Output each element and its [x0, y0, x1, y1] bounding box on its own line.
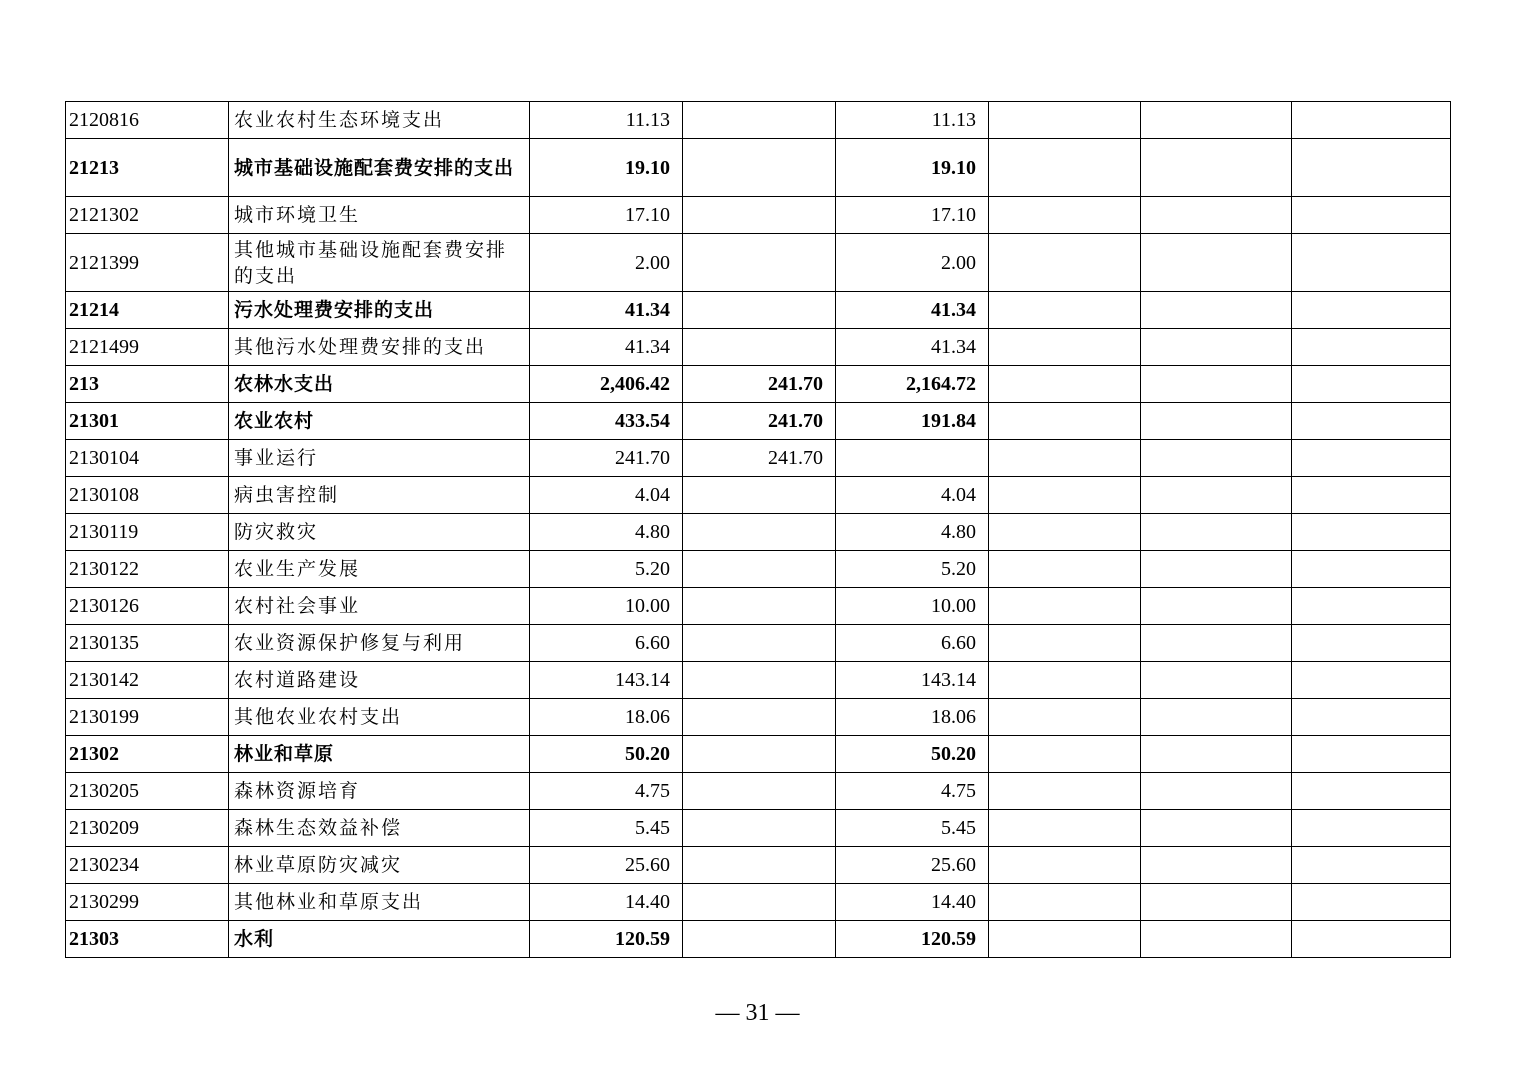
table-row — [66, 773, 1451, 810]
empty-cell — [1292, 921, 1451, 958]
empty-cell — [989, 102, 1141, 139]
total-amount-cell: 120.59 — [530, 921, 683, 958]
project-expense-cell — [836, 440, 989, 477]
account-name-cell: 其他农业农村支出 — [229, 699, 530, 736]
empty-cell — [1292, 810, 1451, 847]
empty-cell — [1292, 197, 1451, 234]
basic-expense-cell — [683, 197, 836, 234]
project-expense-cell: 19.10 — [836, 139, 989, 197]
account-name-cell: 农业农村生态环境支出 — [229, 102, 530, 139]
empty-cell — [1141, 514, 1292, 551]
total-amount-cell: 11.13 — [530, 102, 683, 139]
basic-expense-cell — [683, 292, 836, 329]
table-row — [66, 477, 1451, 514]
basic-expense-cell — [683, 810, 836, 847]
account-code-cell: 2130126 — [66, 588, 229, 625]
account-code-cell: 21303 — [66, 921, 229, 958]
account-code-cell: 21213 — [66, 139, 229, 197]
empty-cell — [1292, 292, 1451, 329]
empty-cell — [1292, 625, 1451, 662]
empty-cell — [989, 736, 1141, 773]
total-amount-cell: 5.45 — [530, 810, 683, 847]
empty-cell — [989, 773, 1141, 810]
account-name-cell: 农村社会事业 — [229, 588, 530, 625]
project-expense-cell: 143.14 — [836, 662, 989, 699]
empty-cell — [989, 197, 1141, 234]
project-expense-cell: 25.60 — [836, 847, 989, 884]
account-code-cell: 2130108 — [66, 477, 229, 514]
table-row — [66, 625, 1451, 662]
project-expense-cell: 4.04 — [836, 477, 989, 514]
table-row — [66, 440, 1451, 477]
empty-cell — [1141, 625, 1292, 662]
account-name-cell: 农村道路建设 — [229, 662, 530, 699]
basic-expense-cell — [683, 139, 836, 197]
empty-cell — [1141, 662, 1292, 699]
project-expense-cell: 18.06 — [836, 699, 989, 736]
basic-expense-cell: 241.70 — [683, 440, 836, 477]
project-expense-cell: 6.60 — [836, 625, 989, 662]
account-code-cell: 2130142 — [66, 662, 229, 699]
total-amount-cell: 2,406.42 — [530, 366, 683, 403]
table-row — [66, 884, 1451, 921]
account-name-cell: 城市环境卫生 — [229, 197, 530, 234]
account-code-cell: 2130135 — [66, 625, 229, 662]
empty-cell — [1292, 551, 1451, 588]
empty-cell — [1292, 884, 1451, 921]
table-row — [66, 847, 1451, 884]
account-code-cell: 213 — [66, 366, 229, 403]
project-expense-cell: 120.59 — [836, 921, 989, 958]
empty-cell — [989, 366, 1141, 403]
account-name-cell: 水利 — [229, 921, 530, 958]
empty-cell — [989, 292, 1141, 329]
table-body — [66, 102, 1451, 958]
empty-cell — [1141, 102, 1292, 139]
account-name-cell: 事业运行 — [229, 440, 530, 477]
empty-cell — [1292, 847, 1451, 884]
project-expense-cell: 2,164.72 — [836, 366, 989, 403]
account-name-cell: 农业农村 — [229, 403, 530, 440]
account-name-cell: 农业资源保护修复与利用 — [229, 625, 530, 662]
table-row — [66, 197, 1451, 234]
total-amount-cell: 241.70 — [530, 440, 683, 477]
empty-cell — [1292, 403, 1451, 440]
basic-expense-cell — [683, 588, 836, 625]
table-row — [66, 329, 1451, 366]
account-code-cell: 2130234 — [66, 847, 229, 884]
project-expense-cell: 41.34 — [836, 292, 989, 329]
account-name-cell: 森林资源培育 — [229, 773, 530, 810]
total-amount-cell: 4.80 — [530, 514, 683, 551]
account-code-cell: 2130122 — [66, 551, 229, 588]
total-amount-cell: 5.20 — [530, 551, 683, 588]
account-code-cell: 2130199 — [66, 699, 229, 736]
empty-cell — [1141, 139, 1292, 197]
empty-cell — [989, 699, 1141, 736]
account-code-cell: 2121302 — [66, 197, 229, 234]
account-name-cell: 其他林业和草原支出 — [229, 884, 530, 921]
basic-expense-cell — [683, 773, 836, 810]
empty-cell — [1141, 699, 1292, 736]
empty-cell — [1292, 699, 1451, 736]
empty-cell — [1292, 366, 1451, 403]
total-amount-cell: 6.60 — [530, 625, 683, 662]
table-row — [66, 139, 1451, 197]
account-code-cell: 21214 — [66, 292, 229, 329]
basic-expense-cell: 241.70 — [683, 403, 836, 440]
project-expense-cell: 191.84 — [836, 403, 989, 440]
empty-cell — [989, 921, 1141, 958]
empty-cell — [1292, 102, 1451, 139]
empty-cell — [1292, 736, 1451, 773]
empty-cell — [989, 329, 1141, 366]
table-row — [66, 366, 1451, 403]
table-row — [66, 699, 1451, 736]
account-code-cell: 2130119 — [66, 514, 229, 551]
basic-expense-cell — [683, 477, 836, 514]
empty-cell — [989, 440, 1141, 477]
account-name-cell: 农业生产发展 — [229, 551, 530, 588]
project-expense-cell: 11.13 — [836, 102, 989, 139]
empty-cell — [1292, 234, 1451, 292]
empty-cell — [989, 847, 1141, 884]
empty-cell — [989, 477, 1141, 514]
account-code-cell: 21301 — [66, 403, 229, 440]
basic-expense-cell — [683, 551, 836, 588]
empty-cell — [1292, 329, 1451, 366]
basic-expense-cell — [683, 102, 836, 139]
empty-cell — [1141, 197, 1292, 234]
account-code-cell: 21302 — [66, 736, 229, 773]
project-expense-cell: 2.00 — [836, 234, 989, 292]
empty-cell — [1141, 234, 1292, 292]
empty-cell — [1141, 921, 1292, 958]
total-amount-cell: 41.34 — [530, 292, 683, 329]
empty-cell — [989, 514, 1141, 551]
account-name-cell: 农林水支出 — [229, 366, 530, 403]
empty-cell — [1141, 292, 1292, 329]
empty-cell — [1141, 366, 1292, 403]
account-code-cell: 2130209 — [66, 810, 229, 847]
basic-expense-cell: 241.70 — [683, 366, 836, 403]
project-expense-cell: 5.20 — [836, 551, 989, 588]
total-amount-cell: 143.14 — [530, 662, 683, 699]
empty-cell — [1141, 551, 1292, 588]
project-expense-cell: 10.00 — [836, 588, 989, 625]
empty-cell — [989, 662, 1141, 699]
empty-cell — [1292, 440, 1451, 477]
basic-expense-cell — [683, 736, 836, 773]
empty-cell — [989, 625, 1141, 662]
account-name-cell: 林业和草原 — [229, 736, 530, 773]
account-name-cell: 森林生态效益补偿 — [229, 810, 530, 847]
account-name-cell: 林业草原防灾减灾 — [229, 847, 530, 884]
basic-expense-cell — [683, 847, 836, 884]
account-code-cell: 2120816 — [66, 102, 229, 139]
empty-cell — [1141, 477, 1292, 514]
table-row — [66, 403, 1451, 440]
total-amount-cell: 50.20 — [530, 736, 683, 773]
total-amount-cell: 14.40 — [530, 884, 683, 921]
empty-cell — [989, 234, 1141, 292]
project-expense-cell: 17.10 — [836, 197, 989, 234]
empty-cell — [1141, 440, 1292, 477]
empty-cell — [989, 810, 1141, 847]
project-expense-cell: 14.40 — [836, 884, 989, 921]
table-row — [66, 102, 1451, 139]
project-expense-cell: 50.20 — [836, 736, 989, 773]
project-expense-cell: 4.80 — [836, 514, 989, 551]
basic-expense-cell — [683, 662, 836, 699]
empty-cell — [989, 139, 1141, 197]
account-code-cell: 2130104 — [66, 440, 229, 477]
total-amount-cell: 41.34 — [530, 329, 683, 366]
account-code-cell: 2121499 — [66, 329, 229, 366]
total-amount-cell: 4.04 — [530, 477, 683, 514]
page-number: — 31 — — [715, 1000, 800, 1026]
empty-cell — [1292, 662, 1451, 699]
basic-expense-cell — [683, 514, 836, 551]
budget-table — [65, 101, 1451, 958]
account-name-cell: 其他城市基础设施配套费安排的支出 — [229, 234, 530, 292]
account-name-cell: 病虫害控制 — [229, 477, 530, 514]
total-amount-cell: 17.10 — [530, 197, 683, 234]
empty-cell — [1292, 773, 1451, 810]
basic-expense-cell — [683, 234, 836, 292]
table-row — [66, 514, 1451, 551]
project-expense-cell: 5.45 — [836, 810, 989, 847]
empty-cell — [989, 551, 1141, 588]
account-name-cell: 防灾救灾 — [229, 514, 530, 551]
table-row — [66, 810, 1451, 847]
table-row — [66, 588, 1451, 625]
empty-cell — [1141, 736, 1292, 773]
account-name-cell: 城市基础设施配套费安排的支出 — [229, 139, 530, 197]
empty-cell — [989, 588, 1141, 625]
total-amount-cell: 19.10 — [530, 139, 683, 197]
total-amount-cell: 4.75 — [530, 773, 683, 810]
project-expense-cell: 41.34 — [836, 329, 989, 366]
total-amount-cell: 25.60 — [530, 847, 683, 884]
basic-expense-cell — [683, 921, 836, 958]
empty-cell — [1141, 773, 1292, 810]
empty-cell — [989, 403, 1141, 440]
basic-expense-cell — [683, 699, 836, 736]
empty-cell — [1141, 403, 1292, 440]
table-row — [66, 292, 1451, 329]
empty-cell — [1141, 588, 1292, 625]
table-row — [66, 234, 1451, 292]
project-expense-cell: 4.75 — [836, 773, 989, 810]
total-amount-cell: 433.54 — [530, 403, 683, 440]
account-code-cell: 2121399 — [66, 234, 229, 292]
total-amount-cell: 10.00 — [530, 588, 683, 625]
empty-cell — [1292, 139, 1451, 197]
table-row — [66, 551, 1451, 588]
account-code-cell: 2130205 — [66, 773, 229, 810]
empty-cell — [1141, 884, 1292, 921]
empty-cell — [1141, 810, 1292, 847]
account-name-cell: 污水处理费安排的支出 — [229, 292, 530, 329]
empty-cell — [989, 884, 1141, 921]
total-amount-cell: 18.06 — [530, 699, 683, 736]
table-row — [66, 736, 1451, 773]
total-amount-cell: 2.00 — [530, 234, 683, 292]
empty-cell — [1292, 514, 1451, 551]
table-row — [66, 921, 1451, 958]
empty-cell — [1141, 847, 1292, 884]
basic-expense-cell — [683, 329, 836, 366]
empty-cell — [1292, 477, 1451, 514]
empty-cell — [1292, 588, 1451, 625]
empty-cell — [1141, 329, 1292, 366]
account-name-cell: 其他污水处理费安排的支出 — [229, 329, 530, 366]
basic-expense-cell — [683, 884, 836, 921]
table-row — [66, 662, 1451, 699]
basic-expense-cell — [683, 625, 836, 662]
account-code-cell: 2130299 — [66, 884, 229, 921]
